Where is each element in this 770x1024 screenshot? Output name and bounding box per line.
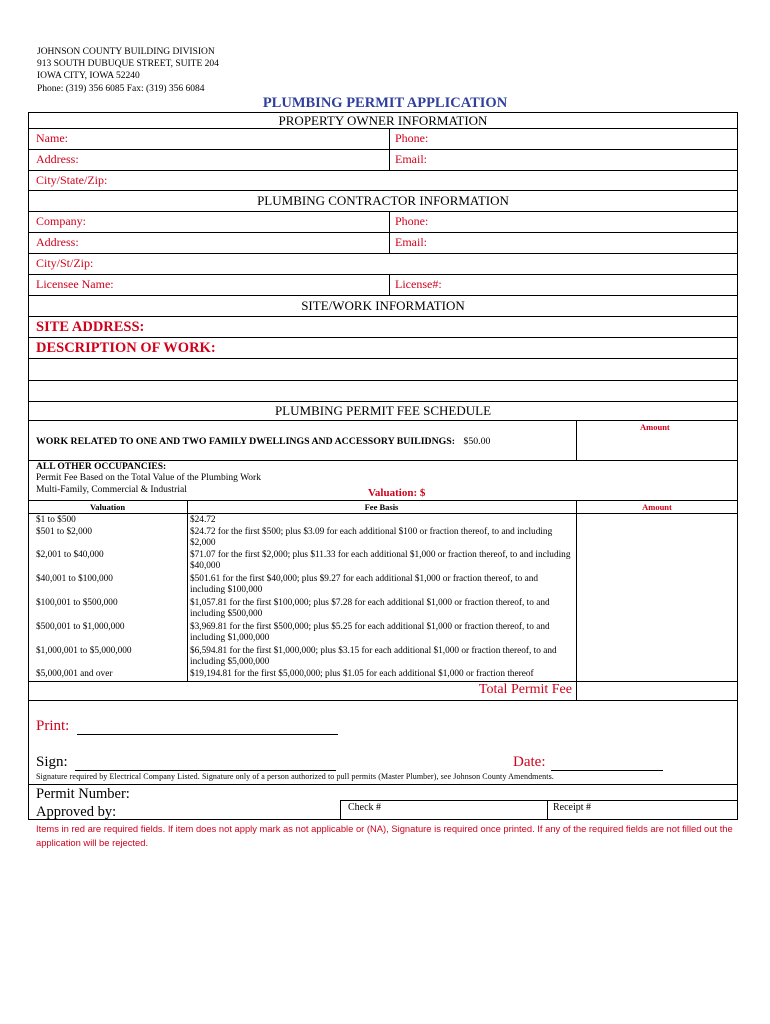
col-divider [547, 800, 548, 819]
sign-label: Sign: [36, 754, 68, 770]
receipt-number-field[interactable]: Receipt # [553, 802, 592, 813]
divider [28, 337, 738, 338]
fee-cell: $1,057.81 for the first $100,000; plus $7.28 for each additional $1,000 or fraction thereof, to and including $500,000 [190, 598, 550, 620]
contractor-phone-field[interactable]: Phone: [395, 214, 429, 228]
agency-name: JOHNSON COUNTY BUILDING DIVISION [37, 47, 215, 57]
divider [28, 190, 738, 191]
col-divider [389, 128, 390, 170]
work-description-line-3[interactable] [30, 382, 736, 400]
contractor-email-field[interactable]: Email: [395, 235, 427, 249]
divider [28, 274, 738, 275]
valuation-cell: $100,001 to $500,000 [36, 598, 118, 608]
contractor-address-field[interactable]: Address: [36, 235, 79, 249]
divider [28, 500, 738, 501]
col-divider [389, 274, 390, 295]
fee-cell: $24.72 for the first $500; plus $3.09 for each additional $100 or fraction thereof, to and including $2,000 [190, 527, 553, 549]
agency-header [37, 46, 219, 95]
check-number-field[interactable]: Check # [348, 802, 382, 813]
fee-amount-input[interactable] [577, 514, 737, 680]
fee-cell: $6,594.81 for the first $1,000,000; plus $3.15 for each additional $1,000 or fraction thereof, to and including $5,000,000 [190, 646, 557, 668]
valuation-cell: $501 to $2,000 [36, 527, 93, 537]
date-input[interactable] [551, 770, 663, 771]
divider [28, 253, 738, 254]
work-description-line-2[interactable] [30, 360, 736, 379]
contractor-company-field[interactable]: Company: [36, 214, 86, 228]
divider [28, 211, 738, 212]
contractor-city-field[interactable]: City/St/Zip: [36, 256, 94, 270]
col-divider [389, 211, 390, 253]
divider [28, 232, 738, 233]
col-valuation: Valuation [89, 502, 126, 512]
valuation-input[interactable]: Valuation: $ [368, 487, 426, 499]
divider [28, 700, 738, 701]
required-fields-note: Items in red are required fields. If item does not apply mark as not applicable or (NA), Signature is required once printed. If any of the required fields are not filled out the application will be rejected. [36, 823, 733, 848]
other-occupancies-block [36, 462, 261, 496]
col-divider [187, 500, 188, 681]
one-two-family-amount-input[interactable] [577, 433, 737, 459]
work-description-field[interactable]: DESCRIPTION OF WORK: [36, 340, 216, 356]
one-two-family-label [36, 436, 490, 447]
site-address-field[interactable]: SITE ADDRESS: [36, 319, 145, 335]
agency-contact: Phone: (319) 356 6085 Fax: (319) 356 6084 [37, 83, 205, 94]
print-label: Print: [36, 718, 70, 734]
owner-heading: PROPERTY OWNER INFORMATION [278, 113, 488, 128]
col-divider [340, 800, 341, 819]
divider [28, 149, 738, 150]
form-title: PLUMBING PERMIT APPLICATION [262, 95, 508, 111]
fee-cell: $24.72 [190, 515, 216, 525]
licensee-name-field[interactable]: Licensee Name: [36, 277, 114, 291]
divider [28, 784, 738, 785]
owner-name-field[interactable]: Name: [36, 131, 68, 145]
divider [28, 460, 738, 461]
valuation-cell: $5,000,001 and over [36, 669, 113, 679]
fee-cell: $501.61 for the first $40,000; plus $9.27 for each additional $1,000 or fraction thereof, to and including $100,000 [190, 574, 539, 596]
divider [28, 401, 738, 402]
agency-city: IOWA CITY, IOWA 52240 [37, 71, 140, 82]
fee-schedule-heading: PLUMBING PERMIT FEE SCHEDULE [274, 403, 492, 418]
amount-label: Amount [640, 422, 670, 432]
divider [28, 380, 738, 381]
license-number-field[interactable]: License#: [395, 277, 442, 291]
approved-by-label: Approved by: [36, 804, 117, 820]
fee-cell: $19,194.81 for the first $5,000,000; plus $1.05 for each additional $1,000 or fraction thereof [190, 669, 534, 679]
divider [28, 819, 738, 820]
valuation-cell: $1 to $500 [36, 515, 76, 525]
date-label: Date: [513, 754, 546, 770]
owner-email-field[interactable]: Email: [395, 152, 427, 166]
sign-input[interactable] [75, 770, 336, 771]
one-two-family-text: WORK RELATED TO ONE AND TWO FAMILY DWELLINGS AND ACCESSORY BUILIDNGS: [36, 436, 456, 447]
divider [28, 358, 738, 359]
permit-number-label: Permit Number: [36, 786, 130, 802]
other-occupancies-line1: Permit Fee Based on the Total Value of the Plumbing Work [36, 473, 261, 484]
valuation-cell: $2,001 to $40,000 [36, 550, 104, 560]
contractor-heading: PLUMBING CONTRACTOR INFORMATION [257, 193, 509, 208]
fee-cell: $71.07 for the first $2,000; plus $11.33 for each additional $1,000 or fraction thereof, to and including $40,000 [190, 550, 571, 572]
total-permit-fee-input[interactable] [577, 682, 737, 699]
other-occupancies-line2: Multi-Family, Commercial & Industrial [36, 484, 187, 495]
valuation-cell: $40,001 to $100,000 [36, 574, 113, 584]
col-fee-basis: Fee Basis [364, 502, 399, 512]
agency-street: 913 SOUTH DUBUQUE STREET, SUITE 204 [37, 59, 219, 70]
one-two-family-fee: $50.00 [463, 436, 491, 447]
valuation-cell: $500,001 to $1,000,000 [36, 622, 125, 632]
owner-address-field[interactable]: Address: [36, 152, 79, 166]
divider [28, 420, 738, 421]
fee-cell: $3,969.81 for the first $500,000; plus $5.25 for each additional $1,000 or fraction thereof, to and including $1,000,000 [190, 622, 550, 644]
print-input[interactable] [77, 734, 338, 735]
col-amount: Amount [642, 502, 672, 512]
valuation-cell: $1,000,001 to $5,000,000 [36, 646, 132, 656]
owner-phone-field[interactable]: Phone: [395, 131, 429, 145]
other-occupancies-heading: ALL OTHER OCCUPANCIES: [36, 462, 167, 472]
divider [340, 800, 738, 801]
divider [28, 295, 738, 296]
divider [28, 316, 738, 317]
site-heading: SITE/WORK INFORMATION [301, 298, 465, 313]
total-permit-fee-label: Total Permit Fee [478, 682, 572, 697]
owner-city-field[interactable]: City/State/Zip: [36, 173, 108, 187]
signature-note: Signature required by Electrical Company Listed. Signature only of a person authorized to pull permits (Master Plumber), see Johnson County Amendments. [36, 772, 554, 781]
divider [28, 170, 738, 171]
